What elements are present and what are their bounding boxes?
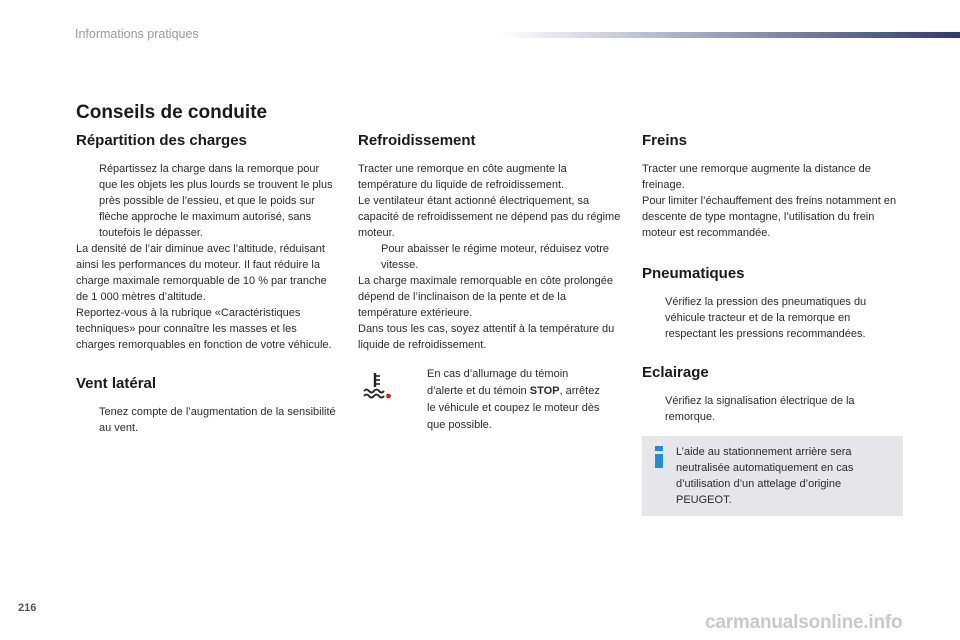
paragraph-attentif: Dans tous les cas, soyez attentif à la température du liquide de refroidissement. (358, 323, 615, 351)
middle-column (358, 132, 623, 353)
heading-vent-lateral: Vent latéral (76, 375, 157, 392)
info-text: L’aide au stationnement arrière sera neutralisée automatiquement en cas d’utilisation d’un attelage d’origine PEUGEOT. (676, 446, 854, 506)
info-box (642, 436, 903, 516)
coolant-temperature-warning-icon (362, 370, 392, 400)
warning-text (407, 366, 607, 434)
bullet-pneumatiques (642, 294, 904, 342)
info-icon (652, 446, 666, 468)
bullet-text: Répartissez la charge dans la remorque pour que les objets les plus lourds se trouvent le plus près possible de l’essieu, et que le poids sur flèche approche le maximum autorisé, sans toutefois le dépasser. (99, 163, 333, 239)
bullet-repartition (76, 161, 338, 241)
heading-repartition: Répartition des charges (76, 132, 247, 149)
warning-text-body (407, 366, 607, 434)
heading-freins: Freins (642, 132, 688, 149)
header-accent-bar (500, 32, 960, 38)
warning-text-post: , arrêtez le véhicule et coupez le moteur dès que possible. (427, 385, 600, 431)
header-title: Informations pratiques (75, 27, 199, 41)
paragraph-densite: La densité de l’air diminue avec l’altitude, réduisant ainsi les performances du moteur. Il faut réduire la charge maximale remorquable de 10 % par tranche de 1 000 mètres d’altitude. (76, 243, 327, 303)
paragraph-distance-freinage: Tracter une remorque augmente la distance de freinage. (642, 163, 871, 191)
bullet-text: Tenez compte de l’augmentation de la sensibilité au vent. (99, 406, 336, 434)
paragraph-charge-pente: La charge maximale remorquable en côte prolongée dépend de l’inclinaison de la pente et de la température extérieure. (358, 275, 613, 319)
heading-eclairage: Eclairage (642, 364, 709, 381)
left-column (76, 132, 338, 436)
page-title: Conseils de conduite (76, 102, 268, 123)
bullet-vent (76, 404, 338, 436)
bullet-text: Pour abaisser le régime moteur, réduisez votre vitesse. (381, 243, 610, 271)
watermark: carmanualsonline.info (705, 612, 903, 633)
heading-pneumatiques: Pneumatiques (642, 265, 745, 282)
bullet-regime (358, 241, 623, 273)
heading-refroidissement: Refroidissement (358, 132, 476, 149)
warning-text-pre: En cas d’allumage du témoin d’alerte et du témoin (427, 368, 569, 397)
page-number: 216 (18, 602, 37, 614)
paragraph-reportez: Reportez-vous à la rubrique «Caractéristiques techniques» pour connaître les masses et les charges remorquables en fonction de votre véhicule. (76, 307, 332, 351)
bullet-eclairage (642, 393, 904, 425)
bullet-text: Vérifiez la pression des pneumatiques du véhicule tracteur et de la remorque en respectant les pressions recommandées. (665, 296, 867, 340)
paragraph-tracter-cote: Tracter une remorque en côte augmente la température du liquide de refroidissement. (358, 163, 567, 191)
paragraph-ventilateur: Le ventilateur étant actionné électriquement, sa capacité de refroidissement ne dépend pas du régime moteur. (358, 195, 621, 239)
right-column (642, 132, 904, 425)
bullet-text: Vérifiez la signalisation électrique de la remorque. (665, 395, 855, 423)
stop-label: STOP (529, 385, 560, 397)
paragraph-echauffement: Pour limiter l’échauffement des freins notamment en descente de type montagne, l’utilisation du frein moteur est recommandée. (642, 195, 897, 239)
